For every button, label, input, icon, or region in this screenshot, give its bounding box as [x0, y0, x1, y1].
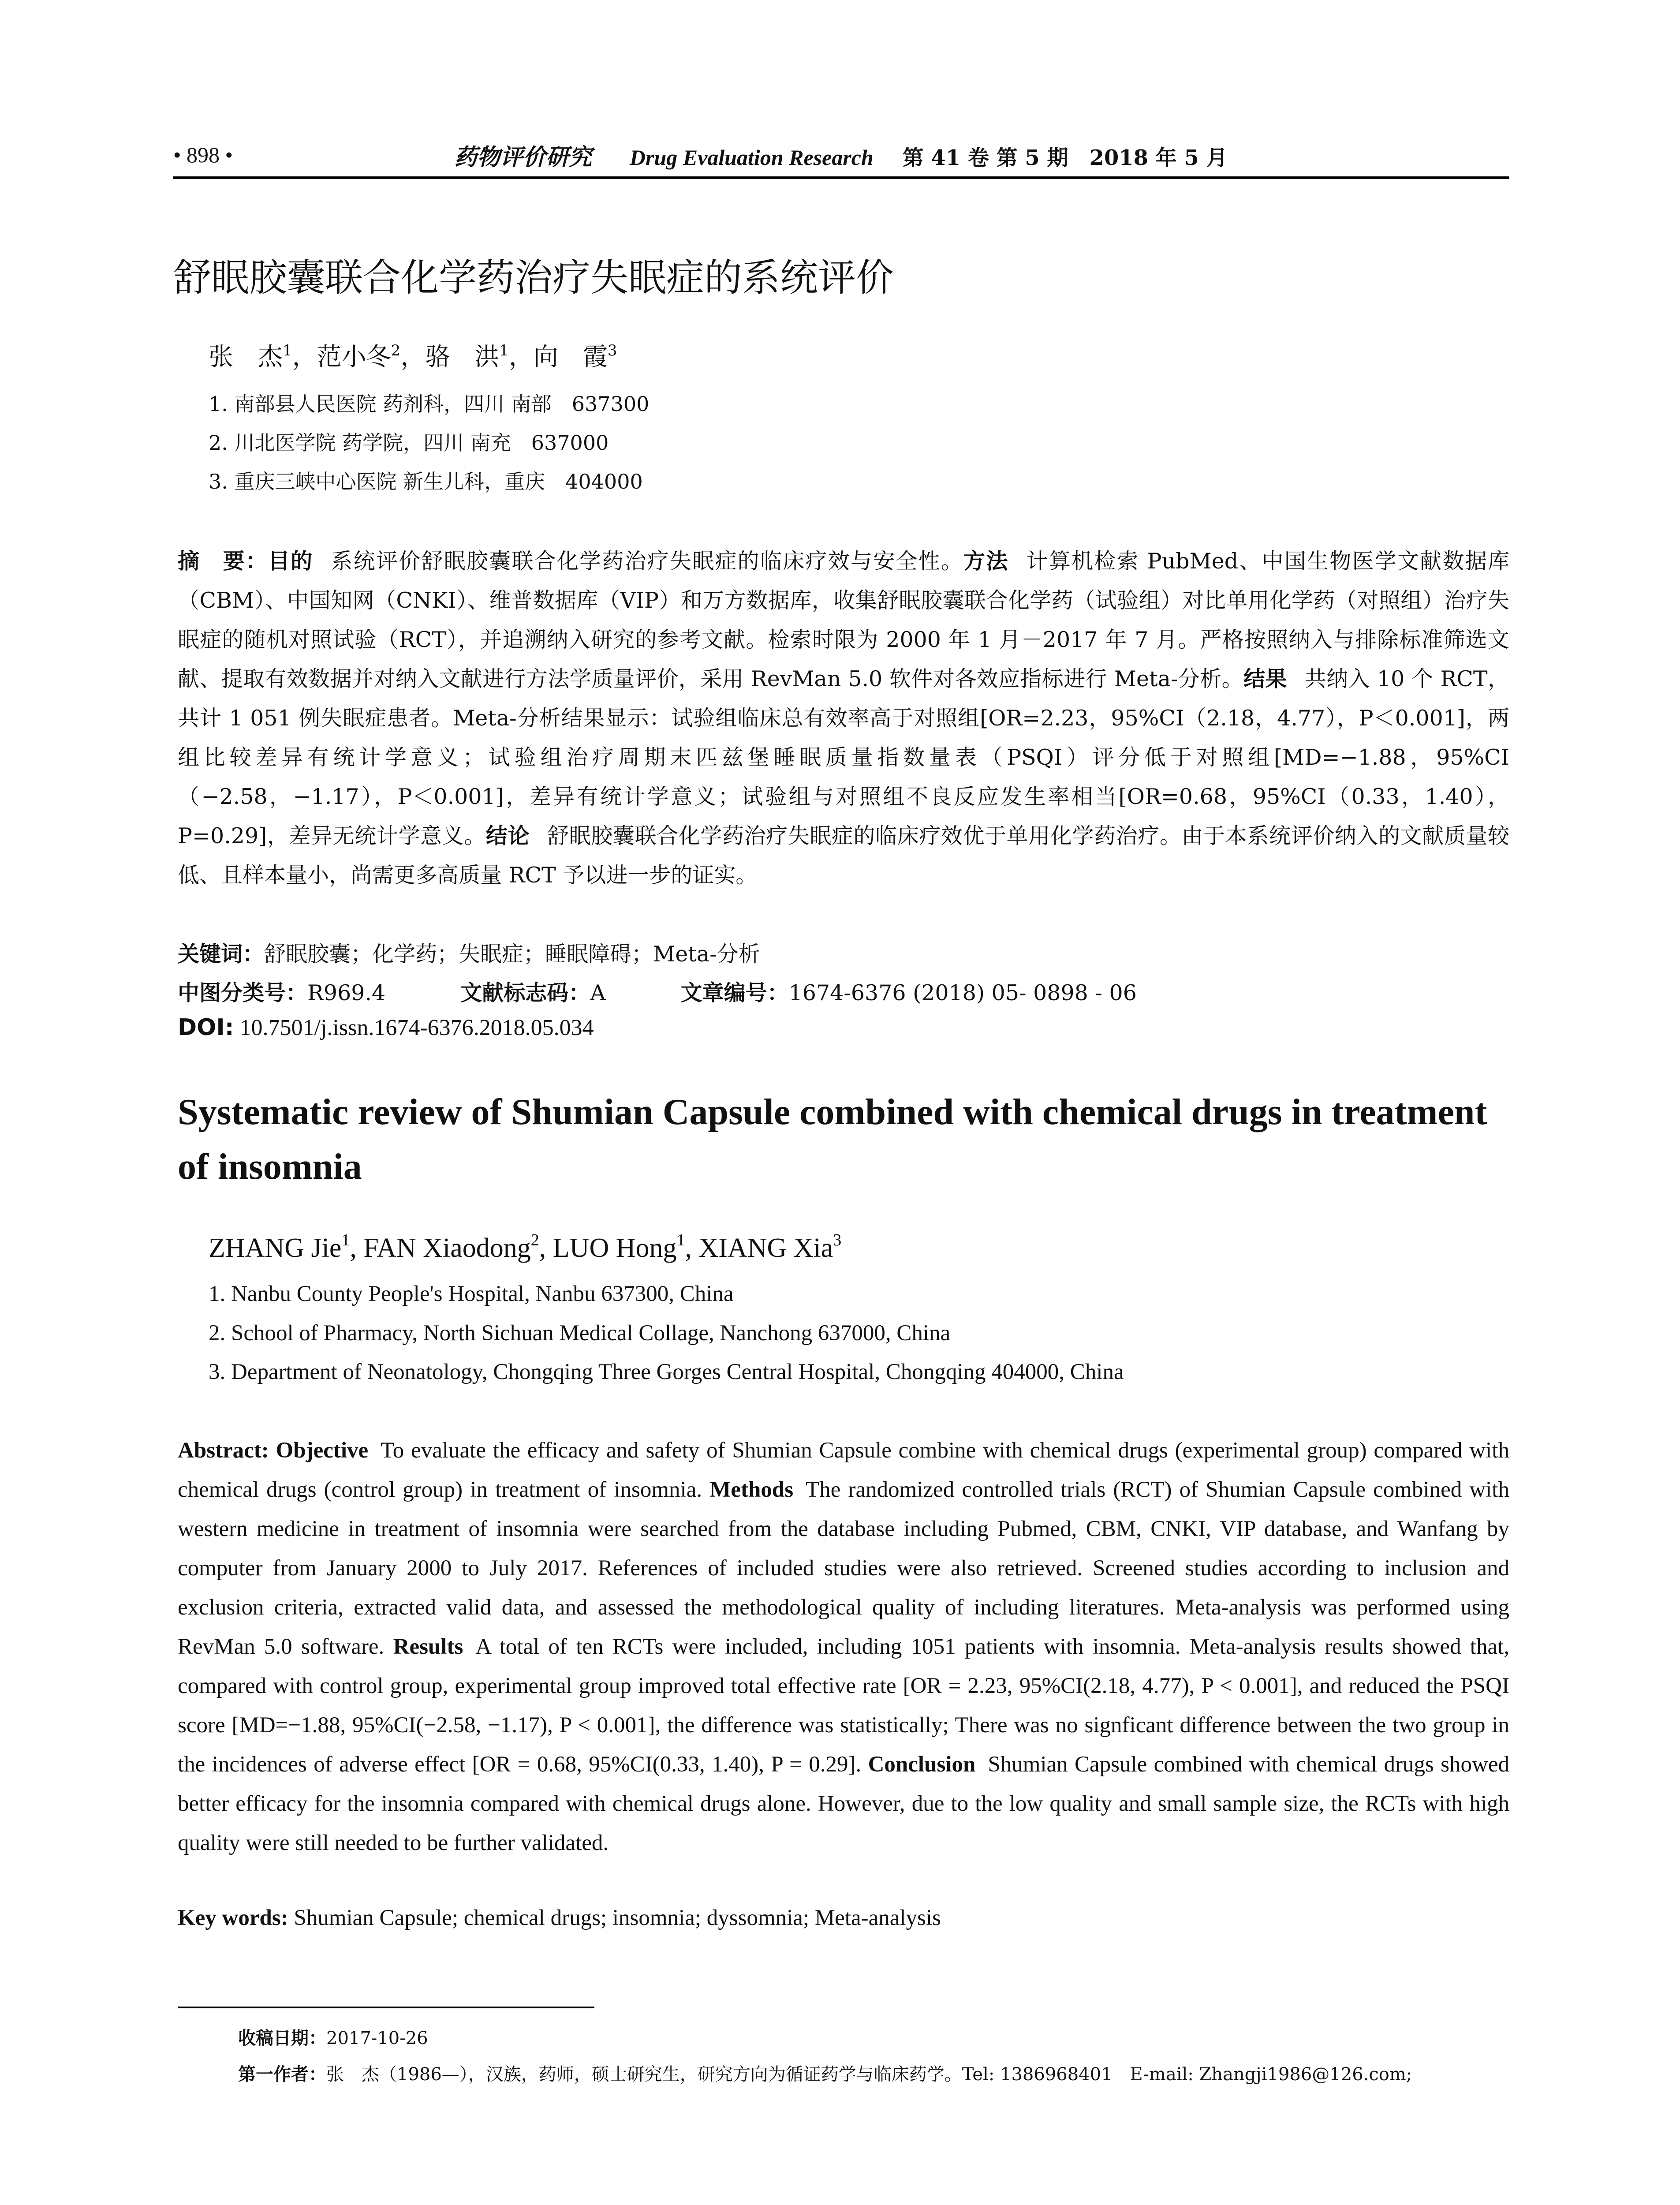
abstract-label: Abstract:	[178, 1438, 269, 1463]
author-name: 向 霞	[533, 343, 608, 371]
conclusion-text: 舒眠胶囊联合化学药治疗失眠症的临床疗效优于单用化学药治疗。由于本系统评价纳入的文献质量较低、且样本量小，尚需更多高质量 RCT 予以进一步的证实。	[178, 823, 1509, 888]
affiliation-cn: 2. 川北医学院 药学院，四川 南充 637000	[209, 431, 609, 455]
doc-label: 文献标志码：	[460, 980, 590, 1005]
author-name: FAN Xiaodong	[363, 1233, 531, 1263]
authors-en: ZHANG Jie$^1$, FAN Xiaodong$^2$, LUO Hong$^1$, XIANG Xia$^3$	[209, 1231, 842, 1263]
author-sup: 1	[283, 342, 292, 359]
doi-value[interactable]: 10.7501/j.issn.1674-6376.2018.05.034	[239, 1015, 594, 1040]
abstract-cn	[178, 542, 1509, 895]
methods-label: 方法	[963, 549, 1009, 574]
received-label: 收稿日期：	[238, 2028, 326, 2048]
keywords-label: 关键词：	[178, 942, 265, 967]
issue-info: 第 41 卷 第 5 期 2018 年 5 月	[902, 146, 1228, 170]
author-sup: 1	[676, 1231, 685, 1249]
objective-label: Objective	[276, 1438, 369, 1463]
affiliation-en: 1. Nanbu County People's Hospital, Nanbu 637300, China	[209, 1282, 734, 1306]
doc-value: A	[590, 980, 606, 1005]
abstract-en	[178, 1431, 1509, 1863]
author-name: LUO Hong	[553, 1233, 677, 1263]
doi-label: DOI:	[178, 1014, 234, 1041]
methods-text: 计算机检索 PubMed、中国生物医学文献数据库（CBM）、中国知网（CNKI）、维普数据库（VIP）和万方数据库，收集舒眠胶囊联合化学药（试验组）对比单用化学药（对照组）治疗失眠症的随机对照试验（RCT），并追溯纳入研究的参考文献。检索时限为 2000 年 1 月－2017 年 7 月。严格按照纳入与排除标准筛选文献、提取有效数据并对纳入文献进行方法学质量评价，采用 RevMan 5.0 软件对各效应指标进行 Meta-分析。	[178, 549, 1509, 691]
authors-cn: 张 杰$^1$，范小冬$^2$，骆 洪$^1$，向 霞$^3$	[209, 342, 617, 371]
affiliation-en: 2. School of Pharmacy, North Sichuan Medical Collage, Nanchong 637000, China	[209, 1321, 951, 1345]
keywords-label: Key words:	[178, 1906, 288, 1930]
header-rule	[173, 176, 1509, 179]
conclusion-text: Shumian Capsule combined with chemical drugs showed better efficacy for the insomnia compared with chemical drugs alone. However, due to the low quality and small sample size, the RCTs with high quality were still needed to be further validated.	[178, 1752, 1509, 1855]
author-sup: 2	[391, 342, 401, 359]
conclusion-label: Conclusion	[868, 1752, 976, 1777]
title-cn: 舒眠胶囊联合化学药治疗失眠症的系统评价	[173, 256, 894, 300]
methods-label: Methods	[709, 1477, 794, 1502]
author-sup: 1	[499, 342, 509, 359]
first-author-note	[238, 2060, 1412, 2085]
author-name: XIANG Xia	[698, 1233, 833, 1263]
results-text: 共纳入 10 个 RCT，共计 1 051 例失眠症患者。Meta-分析结果显示：试验组临床总有效率高于对照组[OR=2.23，95%CI（2.18，4.77），P＜0.001]，两组比较差异有统计学意义；试验组治疗周期末匹兹堡睡眠质量指数量表（PSQI）评分低于对照组[MD=−1.88，95%CI（−2.58，−1.17），P＜0.001]，差异有统计学意义；试验组与对照组不良反应发生率相当[OR=0.68，95%CI（0.33，1.40），P=0.29]，差异无统计学意义。	[178, 666, 1509, 848]
class-label: 中图分类号：	[178, 980, 308, 1005]
objective-text: To evaluate the efficacy and safety of Shumian Capsule combine with chemical drugs (experimental group) compared with chemical drugs (control group) in treatment of insomnia.	[178, 1438, 1509, 1502]
article-value: 1674-6376 (2018) 05- 0898 - 06	[788, 980, 1137, 1005]
results-label: 结果	[1243, 666, 1287, 691]
footnote-rule	[178, 2007, 594, 2008]
author-name: 范小冬	[317, 343, 391, 371]
received-value: 2017-10-26	[326, 2028, 428, 2048]
keywords-text: 舒眠胶囊；化学药；失眠症；睡眠障碍；Meta-分析	[264, 942, 760, 967]
article-label: 文章编号：	[680, 980, 789, 1005]
author-note-value: 张 杰（1986—），汉族，药师，硕士研究生，研究方向为循证药学与临床药学。Tel: 1386968401 E-mail: Zhangji1986@126.com;	[326, 2064, 1412, 2085]
title-en: Systematic review of Shumian Capsule combined with chemical drugs in treatment of insomnia	[178, 1091, 1487, 1187]
author-sup: 1	[341, 1231, 350, 1249]
keywords-text: Shumian Capsule; chemical drugs; insomnia; dyssomnia; Meta-analysis	[294, 1906, 941, 1930]
keywords-en	[178, 1905, 941, 1931]
author-name: ZHANG Jie	[209, 1233, 342, 1263]
author-name: 骆 洪	[425, 343, 500, 371]
author-sup: 2	[530, 1231, 539, 1249]
classification-line	[178, 976, 1137, 1007]
class-value: R969.4	[307, 980, 386, 1005]
journal-name-en: Drug Evaluation Research	[629, 145, 874, 170]
affiliation-en: 3. Department of Neonatology, Chongqing Three Gorges Central Hospital, Chongqing 404000, China	[209, 1360, 1124, 1384]
objective-text: 系统评价舒眠胶囊联合化学药治疗失眠症的临床疗效与安全性。	[331, 549, 964, 574]
abstract-label: 摘 要：	[178, 549, 268, 574]
affiliation-cn: 3. 重庆三峡中心医院 新生儿科，重庆 404000	[209, 470, 643, 493]
page-number: • 898 •	[173, 142, 233, 167]
running-header	[454, 138, 1228, 172]
author-name: 张 杰	[209, 343, 283, 371]
doi-line	[178, 1014, 594, 1041]
author-sup: 3	[607, 342, 617, 359]
received-date	[238, 2024, 428, 2049]
results-label: Results	[393, 1634, 463, 1659]
journal-name-cn: 药物评价研究	[454, 144, 592, 171]
affiliation-cn: 1. 南部县人民医院 药剂科，四川 南部 637300	[209, 392, 650, 416]
conclusion-label: 结论	[485, 823, 530, 848]
author-sup: 3	[833, 1231, 842, 1249]
objective-label: 目的	[268, 549, 314, 574]
methods-text: The randomized controlled trials (RCT) of Shumian Capsule combined with western medicine in treatment of insomnia were searched from the database including Pubmed, CBM, CNKI, VIP database, and Wanfang by computer from January 2000 to July 2017. References of included studies were also retrieved. Screened studies according to inclusion and exclusion criteria, extracted valid data, and assessed the methodological quality of including literatures. Meta-analysis was performed using RevMan 5.0 software.	[178, 1477, 1509, 1659]
keywords-cn	[178, 937, 760, 968]
author-note-label: 第一作者：	[238, 2064, 326, 2085]
results-text: A total of ten RCTs were included, including 1051 patients with insomnia. Meta-analysis results showed that, compared with control group, experimental group improved total effective rate [OR = 2.23, 95%CI(2.18, 4.77), P < 0.001], and reduced the PSQI score [MD=−1.88, 95%CI(−2.58, −1.17), P < 0.001], the difference was statistically; There was no signficant difference between the two group in the incidences of adverse effect [OR = 0.68, 95%CI(0.33, 1.40), P = 0.29].	[178, 1634, 1509, 1777]
